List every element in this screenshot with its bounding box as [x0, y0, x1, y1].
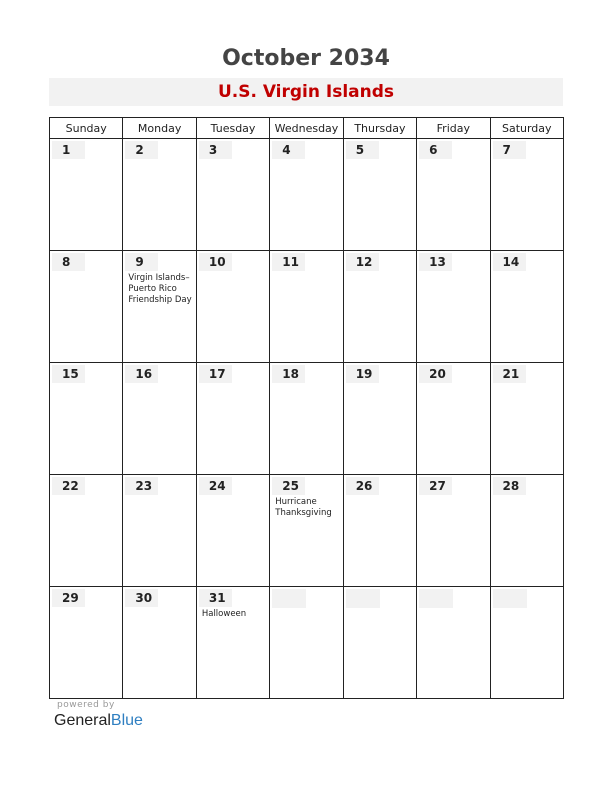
weekday-header-row — [50, 118, 564, 139]
day-number: 14 — [493, 253, 526, 271]
day-cell — [417, 139, 490, 251]
day-cell — [50, 587, 123, 699]
day-cell — [123, 251, 196, 363]
weekday-header: Sunday — [50, 118, 123, 139]
day-cell — [123, 139, 196, 251]
holiday-event: Hurricane Thanksgiving — [275, 497, 332, 518]
day-number: 5 — [346, 141, 379, 159]
day-cell — [417, 363, 490, 475]
day-number: 26 — [346, 477, 379, 495]
weekday-header: Saturday — [490, 118, 563, 139]
day-number: 12 — [346, 253, 379, 271]
day-number: 16 — [125, 365, 158, 383]
day-number: 29 — [52, 589, 85, 607]
week-row — [50, 587, 564, 699]
day-number: 4 — [272, 141, 305, 159]
day-cell — [270, 475, 343, 587]
day-cell — [343, 251, 416, 363]
day-number: 18 — [272, 365, 305, 383]
holiday-event: Virgin Islands–Puerto Rico Friendship Day — [128, 273, 192, 305]
day-cell — [490, 587, 563, 699]
day-cell — [196, 251, 269, 363]
region-title: U.S. Virgin Islands — [217, 82, 395, 102]
day-cell — [50, 139, 123, 251]
week-row — [50, 251, 564, 363]
day-number: 25 — [272, 477, 305, 495]
day-cell — [50, 475, 123, 587]
day-cell — [417, 251, 490, 363]
day-number: 7 — [493, 141, 526, 159]
day-number: 23 — [125, 477, 158, 495]
day-number: 24 — [199, 477, 232, 495]
page-title: October 2034 — [222, 46, 390, 71]
brand-name-part2: Blue — [110, 712, 143, 729]
day-cell — [490, 475, 563, 587]
week-row — [50, 363, 564, 475]
day-cell — [490, 363, 563, 475]
day-cell — [50, 251, 123, 363]
day-cell — [490, 251, 563, 363]
day-number: 27 — [419, 477, 452, 495]
day-number: 2 — [125, 141, 158, 159]
calendar-grid — [49, 117, 564, 699]
day-cell — [196, 587, 269, 699]
weekday-header: Friday — [417, 118, 490, 139]
day-number: 13 — [419, 253, 452, 271]
day-cell — [343, 363, 416, 475]
day-cell — [196, 475, 269, 587]
day-number: 3 — [199, 141, 232, 159]
day-number: 9 — [125, 253, 158, 271]
generalblue-logo[interactable] — [54, 712, 143, 730]
day-cell — [270, 251, 343, 363]
day-number — [493, 589, 527, 608]
day-number: 22 — [52, 477, 85, 495]
day-cell — [196, 139, 269, 251]
day-cell — [123, 363, 196, 475]
day-cell — [270, 139, 343, 251]
holiday-event: Halloween — [201, 609, 247, 619]
day-number: 20 — [419, 365, 452, 383]
day-number: 30 — [125, 589, 158, 607]
week-row — [50, 475, 564, 587]
day-cell — [50, 363, 123, 475]
day-number: 1 — [52, 141, 85, 159]
day-number: 15 — [52, 365, 85, 383]
day-number: 19 — [346, 365, 379, 383]
day-number: 28 — [493, 477, 526, 495]
day-number — [419, 589, 453, 608]
day-cell — [343, 139, 416, 251]
weekday-header: Wednesday — [270, 118, 343, 139]
day-cell — [343, 587, 416, 699]
day-cell — [343, 475, 416, 587]
powered-by-label: powered by — [57, 700, 115, 710]
day-cell — [417, 587, 490, 699]
day-number: 8 — [52, 253, 85, 271]
day-number: 6 — [419, 141, 452, 159]
day-cell — [490, 139, 563, 251]
day-number: 31 — [199, 589, 232, 607]
day-cell — [123, 587, 196, 699]
brand-name-part1: General — [54, 712, 111, 729]
day-cell — [196, 363, 269, 475]
day-number: 11 — [272, 253, 305, 271]
day-number: 21 — [493, 365, 526, 383]
region-banner — [49, 78, 563, 106]
day-cell — [270, 587, 343, 699]
day-number: 10 — [199, 253, 232, 271]
weekday-header: Tuesday — [196, 118, 269, 139]
day-number: 17 — [199, 365, 232, 383]
day-cell — [123, 475, 196, 587]
weekday-header: Monday — [123, 118, 196, 139]
day-number — [272, 589, 306, 608]
weekday-header: Thursday — [343, 118, 416, 139]
day-cell — [270, 363, 343, 475]
week-row — [50, 139, 564, 251]
day-number — [346, 589, 380, 608]
day-cell — [417, 475, 490, 587]
